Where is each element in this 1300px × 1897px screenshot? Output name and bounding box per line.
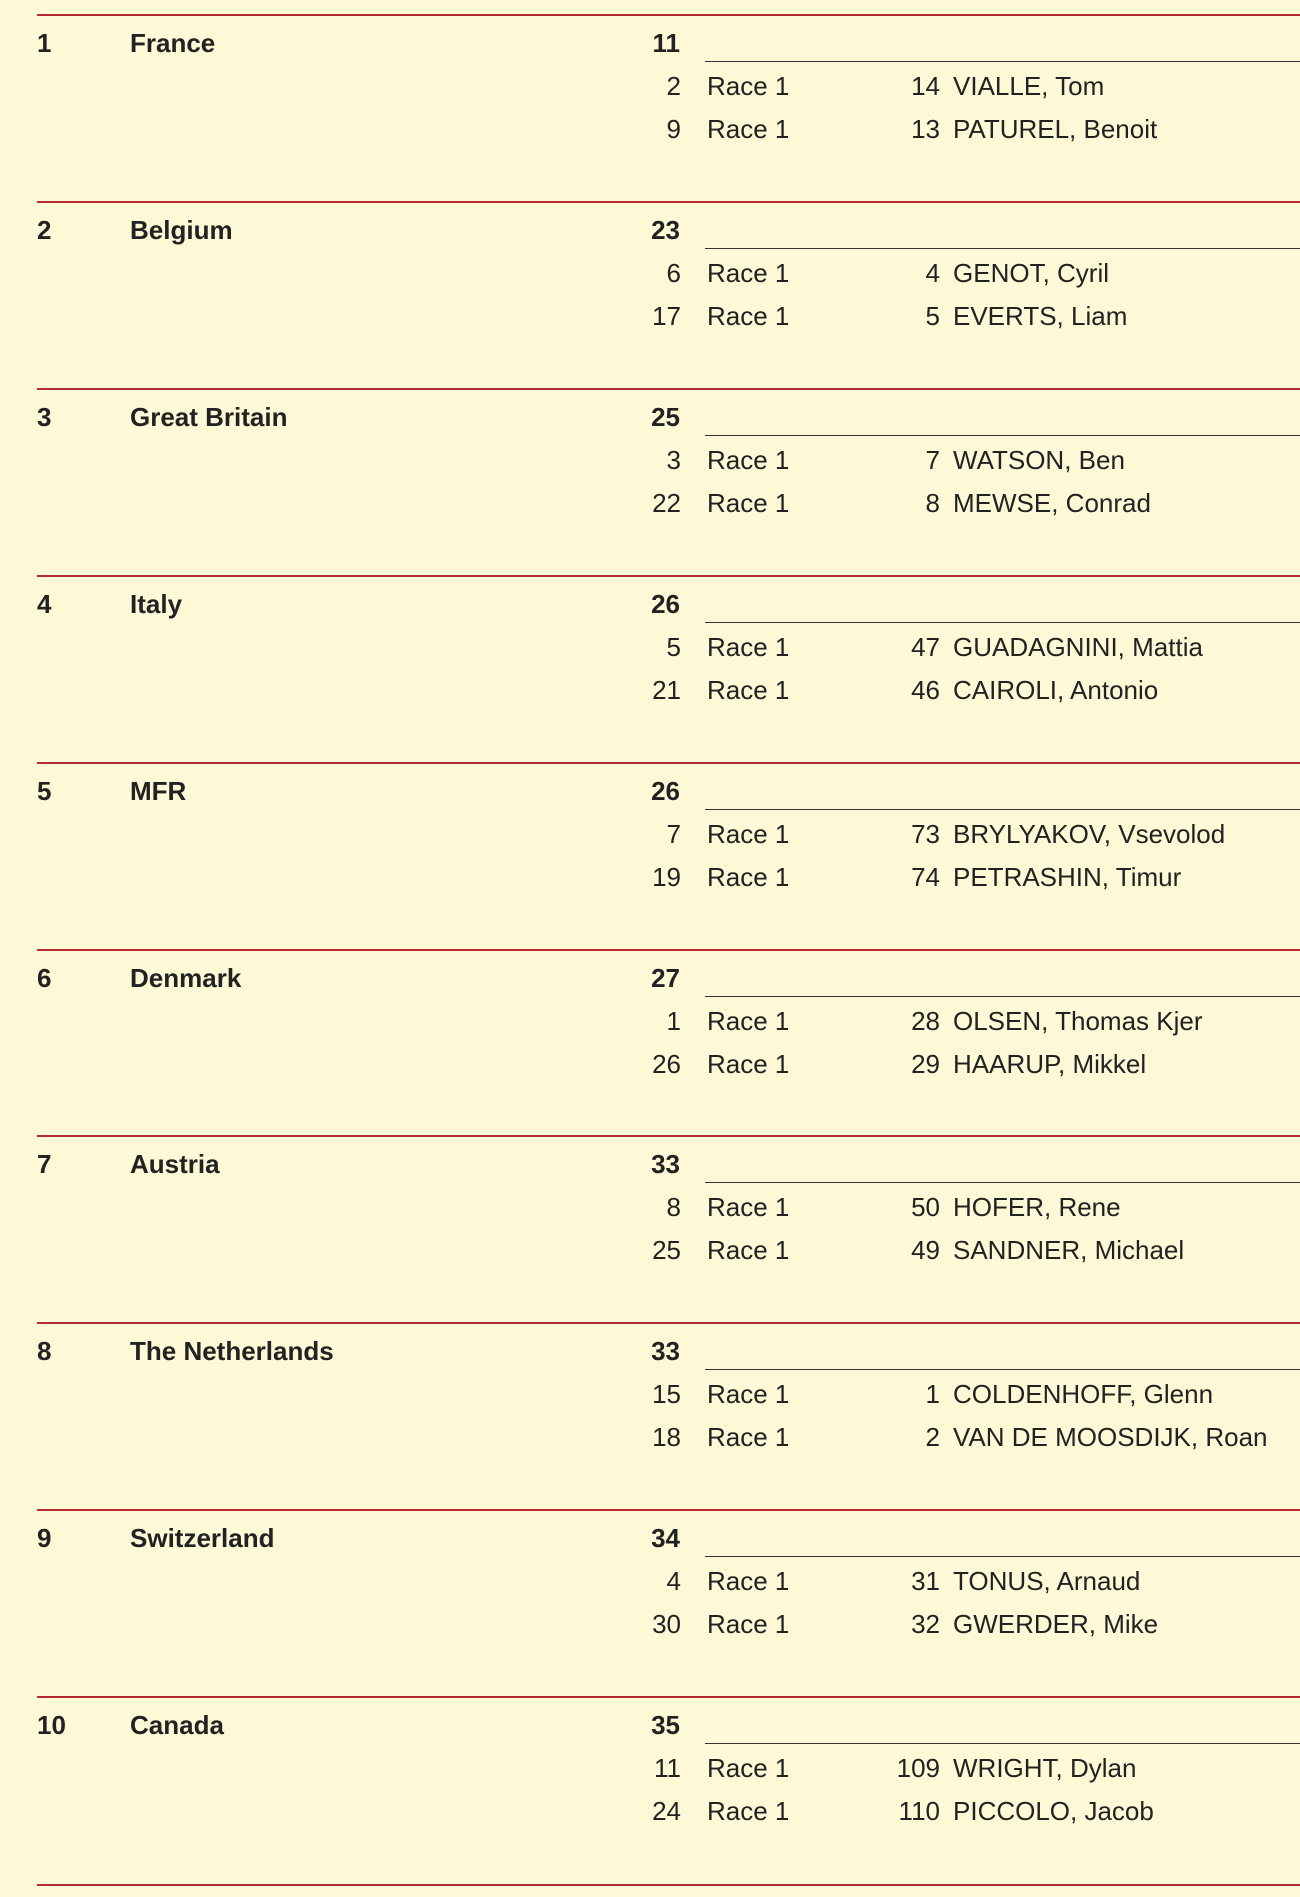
rider-name: OLSEN, Thomas Kjer	[953, 1005, 1203, 1036]
rider-number: 110	[898, 1796, 940, 1827]
rider-name: EVERTS, Liam	[953, 300, 1128, 331]
rider-position: 19	[652, 861, 681, 892]
rider-name: WATSON, Ben	[953, 444, 1125, 475]
rider-race: Race 1	[707, 1005, 790, 1036]
rider-position: 26	[652, 1048, 681, 1079]
team-country: MFR	[130, 775, 187, 806]
team-rank: 4	[37, 588, 52, 619]
rider-race: Race 1	[707, 257, 790, 288]
rider-number: 29	[911, 1048, 940, 1079]
rider-race: Race 1	[707, 1796, 790, 1827]
rider-race: Race 1	[707, 861, 790, 892]
rider-number: 14	[911, 71, 940, 101]
rider-name: PETRASHIN, Timur	[953, 861, 1182, 892]
rider-position: 3	[666, 444, 681, 475]
team-total-points: 23	[651, 214, 680, 245]
rider-number: 7	[925, 444, 940, 475]
team-rank: 9	[37, 1523, 52, 1554]
team-total-points: 25	[651, 401, 680, 432]
team-rank: 8	[37, 1336, 52, 1367]
rider-race: Race 1	[707, 1192, 790, 1223]
rider-number: 47	[911, 631, 940, 662]
rider-number: 4	[925, 257, 940, 288]
team-divider	[37, 575, 1300, 577]
rider-name: GUADAGNINI, Mattia	[953, 631, 1203, 662]
rider-position: 6	[666, 257, 681, 288]
team-country: Belgium	[130, 214, 233, 245]
team-total-points: 33	[651, 1336, 680, 1367]
rider-number: 32	[911, 1609, 940, 1640]
rider-name: TONUS, Arnaud	[953, 1566, 1141, 1597]
rider-position: 15	[652, 1379, 681, 1410]
rider-race: Race 1	[707, 114, 790, 144]
rider-position: 24	[652, 1796, 681, 1827]
rider-position: 5	[666, 631, 681, 662]
team-country: Italy	[130, 588, 183, 619]
rider-number: 109	[896, 1753, 940, 1784]
rider-position: 17	[652, 300, 681, 331]
riders-divider	[705, 1369, 1300, 1370]
bottom-divider	[37, 1884, 1300, 1886]
rider-name: WRIGHT, Dylan	[953, 1753, 1137, 1784]
rider-race: Race 1	[707, 1235, 790, 1266]
team-country: France	[130, 28, 216, 58]
team-rank: 5	[37, 775, 52, 806]
team-block	[0, 575, 1300, 762]
rider-position: 30	[652, 1609, 681, 1640]
team-total-points: 33	[651, 1149, 680, 1180]
team-rank: 2	[37, 214, 52, 245]
team-block	[0, 1322, 1300, 1509]
team-divider	[37, 201, 1300, 203]
team-total-points: 34	[651, 1523, 680, 1554]
rider-name: CAIROLI, Antonio	[953, 674, 1159, 705]
rider-number: 2	[925, 1422, 940, 1453]
riders-divider	[705, 1743, 1300, 1744]
rider-race: Race 1	[707, 818, 790, 849]
rider-position: 2	[666, 71, 681, 101]
rider-name: PATUREL, Benoit	[953, 114, 1158, 144]
team-country: Canada	[130, 1710, 224, 1741]
rider-position: 8	[666, 1192, 681, 1223]
riders-divider	[705, 622, 1300, 623]
team-country: Denmark	[130, 962, 242, 993]
rider-position: 22	[652, 487, 681, 518]
riders-divider	[705, 1182, 1300, 1183]
rider-race: Race 1	[707, 71, 790, 101]
rider-position: 4	[666, 1566, 681, 1597]
rider-name: BRYLYAKOV, Vsevolod	[953, 818, 1226, 849]
team-block	[0, 762, 1300, 949]
rider-race: Race 1	[707, 1422, 790, 1453]
rider-race: Race 1	[707, 631, 790, 662]
rider-race: Race 1	[707, 1609, 790, 1640]
rider-race: Race 1	[707, 300, 790, 331]
rider-number: 50	[911, 1192, 940, 1223]
riders-divider	[705, 1556, 1300, 1557]
team-rank: 6	[37, 962, 52, 993]
rider-position: 1	[666, 1005, 681, 1036]
rider-name: MEWSE, Conrad	[953, 487, 1151, 518]
rider-position: 11	[654, 1753, 681, 1784]
rider-number: 73	[911, 818, 940, 849]
team-divider	[37, 14, 1300, 16]
team-block	[0, 201, 1300, 388]
rider-race: Race 1	[707, 1753, 790, 1784]
rider-position: 9	[666, 114, 681, 144]
team-block	[0, 949, 1300, 1136]
rider-number: 31	[911, 1566, 940, 1597]
rider-name: GENOT, Cyril	[953, 257, 1109, 288]
rider-name: GWERDER, Mike	[953, 1609, 1159, 1640]
team-block	[0, 1696, 1300, 1883]
team-total-points: 11	[652, 28, 680, 58]
rider-race: Race 1	[707, 444, 790, 475]
team-divider	[37, 762, 1300, 764]
team-divider	[37, 388, 1300, 390]
team-country: Great Britain	[130, 401, 288, 432]
team-block	[0, 1509, 1300, 1696]
rider-number: 28	[911, 1005, 940, 1036]
team-rank: 3	[37, 401, 52, 432]
rider-name: PICCOLO, Jacob	[953, 1796, 1154, 1827]
team-total-points: 26	[651, 588, 680, 619]
rider-name: HAARUP, Mikkel	[953, 1048, 1147, 1079]
rider-name: VAN DE MOOSDIJK, Roan	[953, 1422, 1268, 1453]
team-total-points: 27	[651, 962, 680, 993]
rider-position: 25	[652, 1235, 681, 1266]
rider-name: VIALLE, Tom	[953, 71, 1105, 101]
rider-name: SANDNER, Michael	[953, 1235, 1185, 1266]
rider-number: 49	[911, 1235, 940, 1266]
team-divider	[37, 1135, 1300, 1137]
team-country: Switzerland	[130, 1523, 275, 1554]
riders-divider	[705, 248, 1300, 249]
team-block	[0, 14, 1300, 201]
rider-position: 18	[652, 1422, 681, 1453]
team-block	[0, 388, 1300, 575]
rider-race: Race 1	[707, 674, 790, 705]
rider-number: 74	[911, 861, 940, 892]
team-divider	[37, 1322, 1300, 1324]
rider-number: 13	[911, 114, 940, 144]
team-divider	[37, 1696, 1300, 1698]
team-divider	[37, 949, 1300, 951]
riders-divider	[705, 809, 1300, 810]
rider-name: COLDENHOFF, Glenn	[953, 1379, 1214, 1410]
team-country: Austria	[130, 1149, 220, 1180]
rider-race: Race 1	[707, 1048, 790, 1079]
rider-number: 5	[925, 300, 940, 331]
rider-race: Race 1	[707, 1566, 790, 1597]
rider-position: 21	[652, 674, 681, 705]
team-country: The Netherlands	[130, 1336, 334, 1367]
riders-divider	[705, 996, 1300, 997]
team-rank: 10	[37, 1710, 66, 1741]
rider-number: 46	[911, 674, 940, 705]
team-divider	[37, 1509, 1300, 1511]
rider-position: 7	[666, 818, 681, 849]
riders-divider	[705, 61, 1300, 62]
team-rank: 1	[37, 28, 52, 58]
team-total-points: 26	[651, 775, 680, 806]
riders-divider	[705, 435, 1300, 436]
team-total-points: 35	[651, 1710, 680, 1741]
rider-race: Race 1	[707, 487, 790, 518]
rider-number: 8	[925, 487, 940, 518]
team-block	[0, 1135, 1300, 1322]
rider-race: Race 1	[707, 1379, 790, 1410]
team-rank: 7	[37, 1149, 52, 1180]
rider-number: 1	[925, 1379, 940, 1410]
rider-name: HOFER, Rene	[953, 1192, 1121, 1223]
